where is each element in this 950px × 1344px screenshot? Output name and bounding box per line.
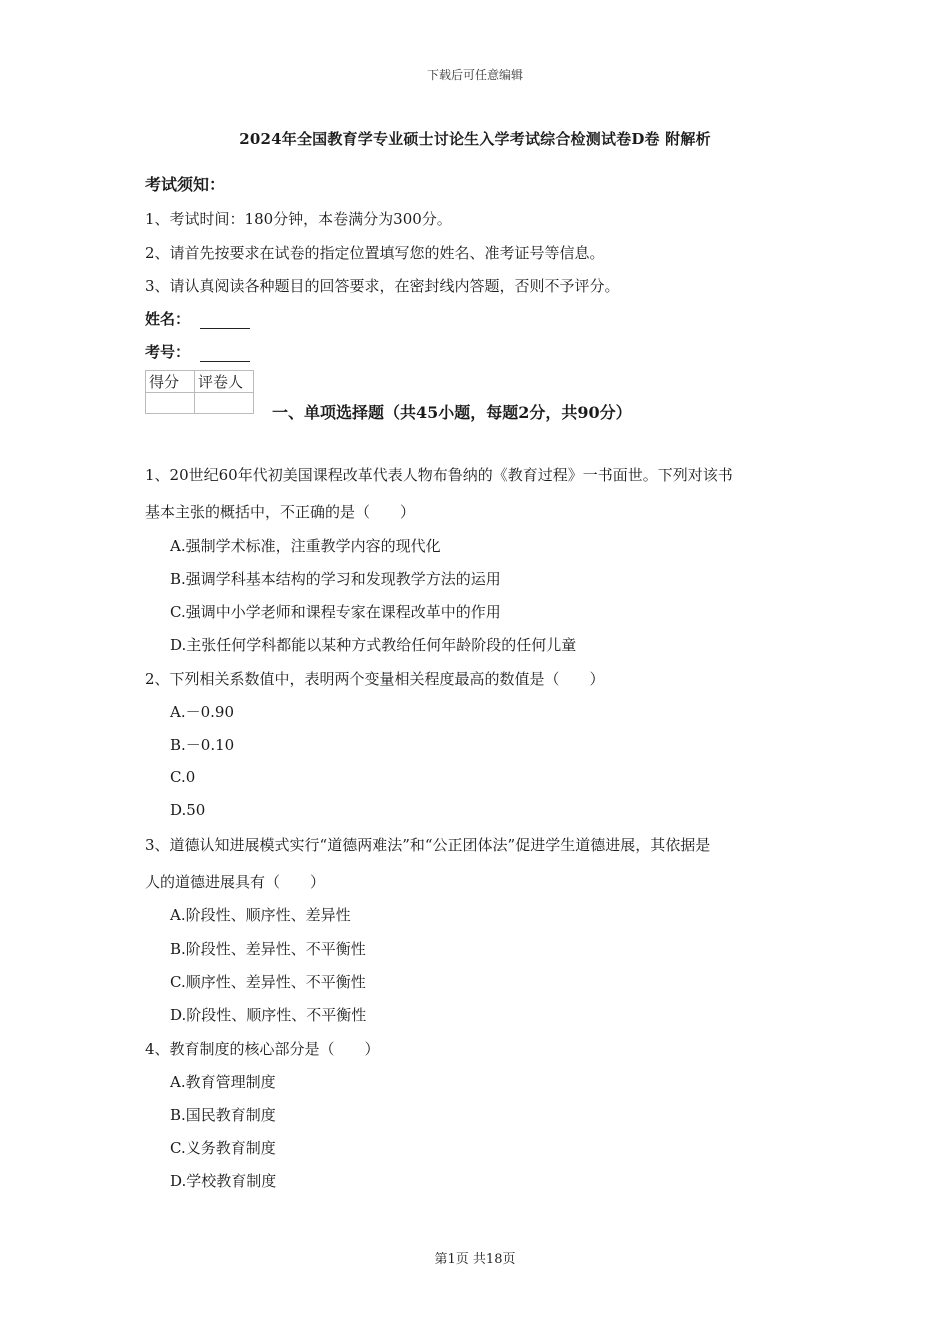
question-2-option-a: A.－0.90 bbox=[170, 703, 234, 721]
question-1-option-b: B.强调学科基本结构的学习和发现教学方法的运用 bbox=[170, 570, 501, 588]
question-3-option-d: D.阶段性、顺序性、不平衡性 bbox=[170, 1006, 367, 1024]
question-4-line-1: 4、教育制度的核心部分是（ ） bbox=[145, 1040, 380, 1058]
notice-item: 2、请首先按要求在试卷的指定位置填写您的姓名、准考证号等信息。 bbox=[145, 244, 605, 262]
score-cell[interactable] bbox=[146, 393, 195, 414]
document-title: 2024年全国教育学专业硕士讨论生入学考试综合检测试卷D卷 附解析 bbox=[239, 130, 711, 148]
score-header: 得分 bbox=[146, 371, 195, 393]
name-label: 姓名： bbox=[145, 310, 191, 328]
page-footer: 第1页 共18页 bbox=[434, 1252, 516, 1267]
id-label: 考号： bbox=[145, 343, 191, 361]
question-2-option-d: D.50 bbox=[170, 801, 206, 819]
grader-cell[interactable] bbox=[195, 393, 254, 414]
question-1-option-c: C.强调中小学老师和课程专家在课程改革中的作用 bbox=[170, 603, 501, 621]
id-field bbox=[145, 341, 250, 362]
question-3-option-c: C.顺序性、差异性、不平衡性 bbox=[170, 973, 366, 991]
question-1-line-2: 基本主张的概括中，不正确的是（ ） bbox=[145, 503, 416, 521]
question-4-option-b: B.国民教育制度 bbox=[170, 1106, 276, 1124]
question-4-option-d: D.学校教育制度 bbox=[170, 1172, 277, 1190]
section-heading: 一、单项选择题（共45小题，每题2分，共90分） bbox=[272, 403, 632, 422]
notice-item: 3、请认真阅读各种题目的回答要求，在密封线内答题，否则不予评分。 bbox=[145, 277, 620, 295]
question-3-option-b: B.阶段性、差异性、不平衡性 bbox=[170, 940, 366, 958]
question-4-option-c: C.义务教育制度 bbox=[170, 1139, 276, 1157]
question-1-option-a: A.强制学术标准，注重教学内容的现代化 bbox=[170, 537, 441, 555]
question-4-option-a: A.教育管理制度 bbox=[170, 1073, 276, 1091]
question-2-line-1: 2、下列相关系数值中，表明两个变量相关程度最高的数值是（ ） bbox=[145, 670, 605, 688]
header-note: 下载后可任意编辑 bbox=[426, 68, 523, 82]
question-1-option-d: D.主张任何学科都能以某种方式教给任何年龄阶段的任何儿童 bbox=[170, 636, 577, 654]
name-field bbox=[145, 308, 250, 329]
notice-item: 1、考试时间：180分钟，本卷满分为300分。 bbox=[145, 210, 452, 228]
score-table bbox=[145, 370, 254, 414]
question-2-option-b: B.－0.10 bbox=[170, 736, 235, 754]
notice-heading: 考试须知： bbox=[145, 175, 226, 194]
question-1-line-1: 1、20世纪60年代初美国课程改革代表人物布鲁纳的《教育过程》一书面世。下列对该书 bbox=[145, 466, 733, 484]
question-2-option-c: C.0 bbox=[170, 768, 196, 786]
question-3-line-1: 3、道德认知进展模式实行“道德两难法”和“公正团体法”促进学生道德进展，其依据是 bbox=[145, 836, 711, 854]
name-blank[interactable] bbox=[200, 314, 250, 329]
question-3-option-a: A.阶段性、顺序性、差异性 bbox=[170, 906, 351, 924]
question-3-line-2: 人的道德进展具有（ ） bbox=[145, 873, 326, 891]
grader-header: 评卷人 bbox=[195, 371, 254, 393]
id-blank[interactable] bbox=[200, 347, 250, 362]
